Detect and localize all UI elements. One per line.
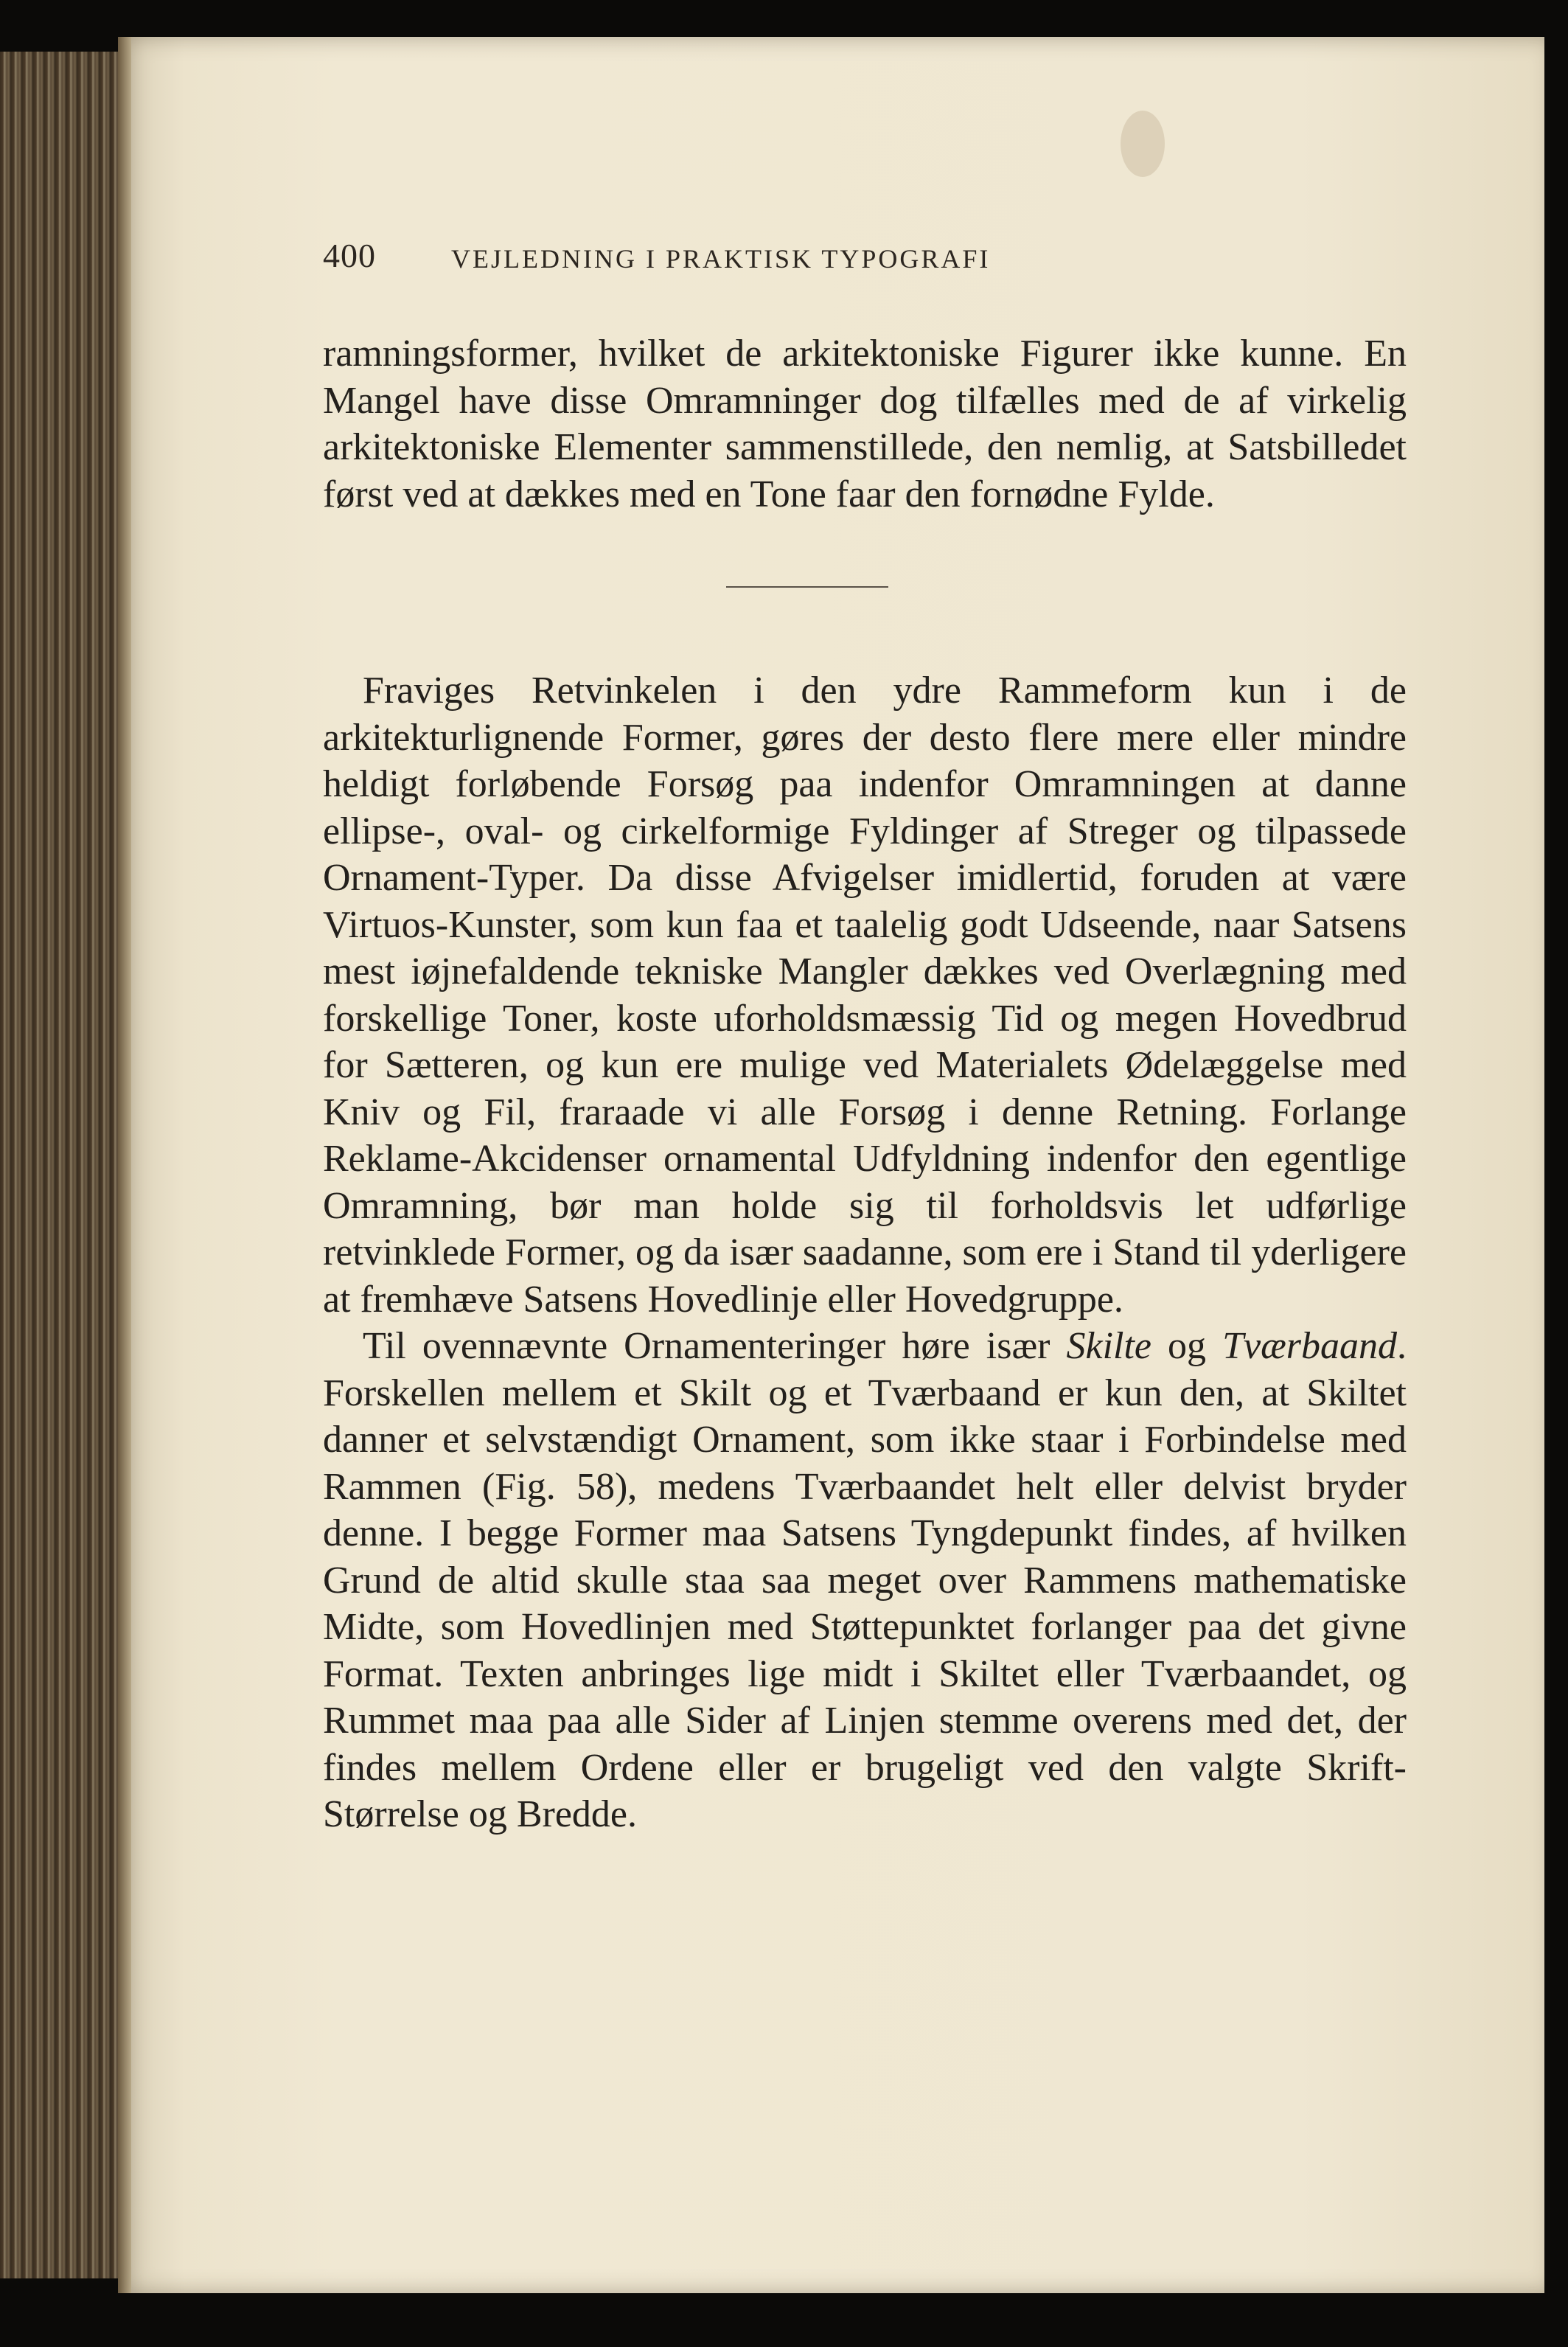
page-number: 400 [323, 237, 376, 274]
book-page-edges [0, 52, 133, 2278]
body-text [323, 667, 1407, 1838]
paragraph: ramningsformer, hvilket de arkitektoniske Figurer ikke kunne. En Mangel have disse Omramninger dog tilfælles med de af virkelig arkitektoniske Elementer sammenstillede, den nemlig, at Satsbilledet først ved at dækkes med en Tone faar den fornødne Fylde. [323, 333, 1407, 515]
paragraph: Fraviges Retvinkelen i den ydre Rammeform kun i de arkitekturlignende Former, gøres der desto flere mere eller mindre heldigt forløbende Forsøg paa indenfor Omramningen at danne ellipse-, oval- og cirkelformige Fyldinger af Streger og tilpassede Ornament-Typer. Da disse Afvigelser imidlertid, foruden at være Virtuos-Kunster, som kun faa et taalelig godt Udseende, naar Satsens mest iøjnefaldende tekniske Mangler dækkes ved Overlægning med forskellige Toner, koste uforholdsmæssig Tid og megen Hovedbrud for Sætteren, og kun ere mulige ved Materialets Ødelæggelse med Kniv og Fil, fraraade vi alle Forsøg i denne Retning. Forlange Reklame-Akcidenser ornamental Udfyldning indenfor den egentlige Omramning, bør man holde sig til forholdsvis let udførlige retvinklede Former, og da især saadanne, som ere i Stand til yderligere at fremhæve Satsens Hovedlinje eller Hovedgruppe. [323, 670, 1407, 1321]
paragraph-text: og [1151, 1325, 1223, 1367]
page-gutter [118, 37, 131, 2293]
paragraph-text: Til ovennævnte Ornamenteringer høre især [363, 1325, 1067, 1367]
paragraph [323, 1323, 1407, 1838]
running-title: VEJLEDNING I PRAKTISK TYPOGRAFI [451, 244, 991, 274]
paper-stain [1121, 111, 1165, 177]
body-text-continued [323, 330, 1407, 518]
paragraph-text: . Forskellen mellem et Skilt og et Tværbaand er kun den, at Skiltet danner et selvstændigt Ornament, som ikke staar i Forbindelse med Rammen (Fig. 58), medens Tværbaandet helt eller delvist bryder denne. I begge Former maa Satsens Tyngdepunkt findes, af hvilken Grund de altid skulle staa saa meget over Rammens mathematiske Midte, som Hovedlinjen med Støttepunktet forlanger paa det givne Format. Texten anbringes lige midt i Skiltet eller Tværbaandet, og Rummet maa paa alle Sider af Linjen stemme overens med det, der findes mellem Ordene eller er brugeligt ved den valgte Skrift-Størrelse og Bredde. [323, 1325, 1407, 1835]
italic-term-tvaerbaand: Tværbaand [1222, 1325, 1397, 1367]
section-divider [726, 586, 888, 588]
italic-term-skilte: Skilte [1066, 1325, 1152, 1367]
